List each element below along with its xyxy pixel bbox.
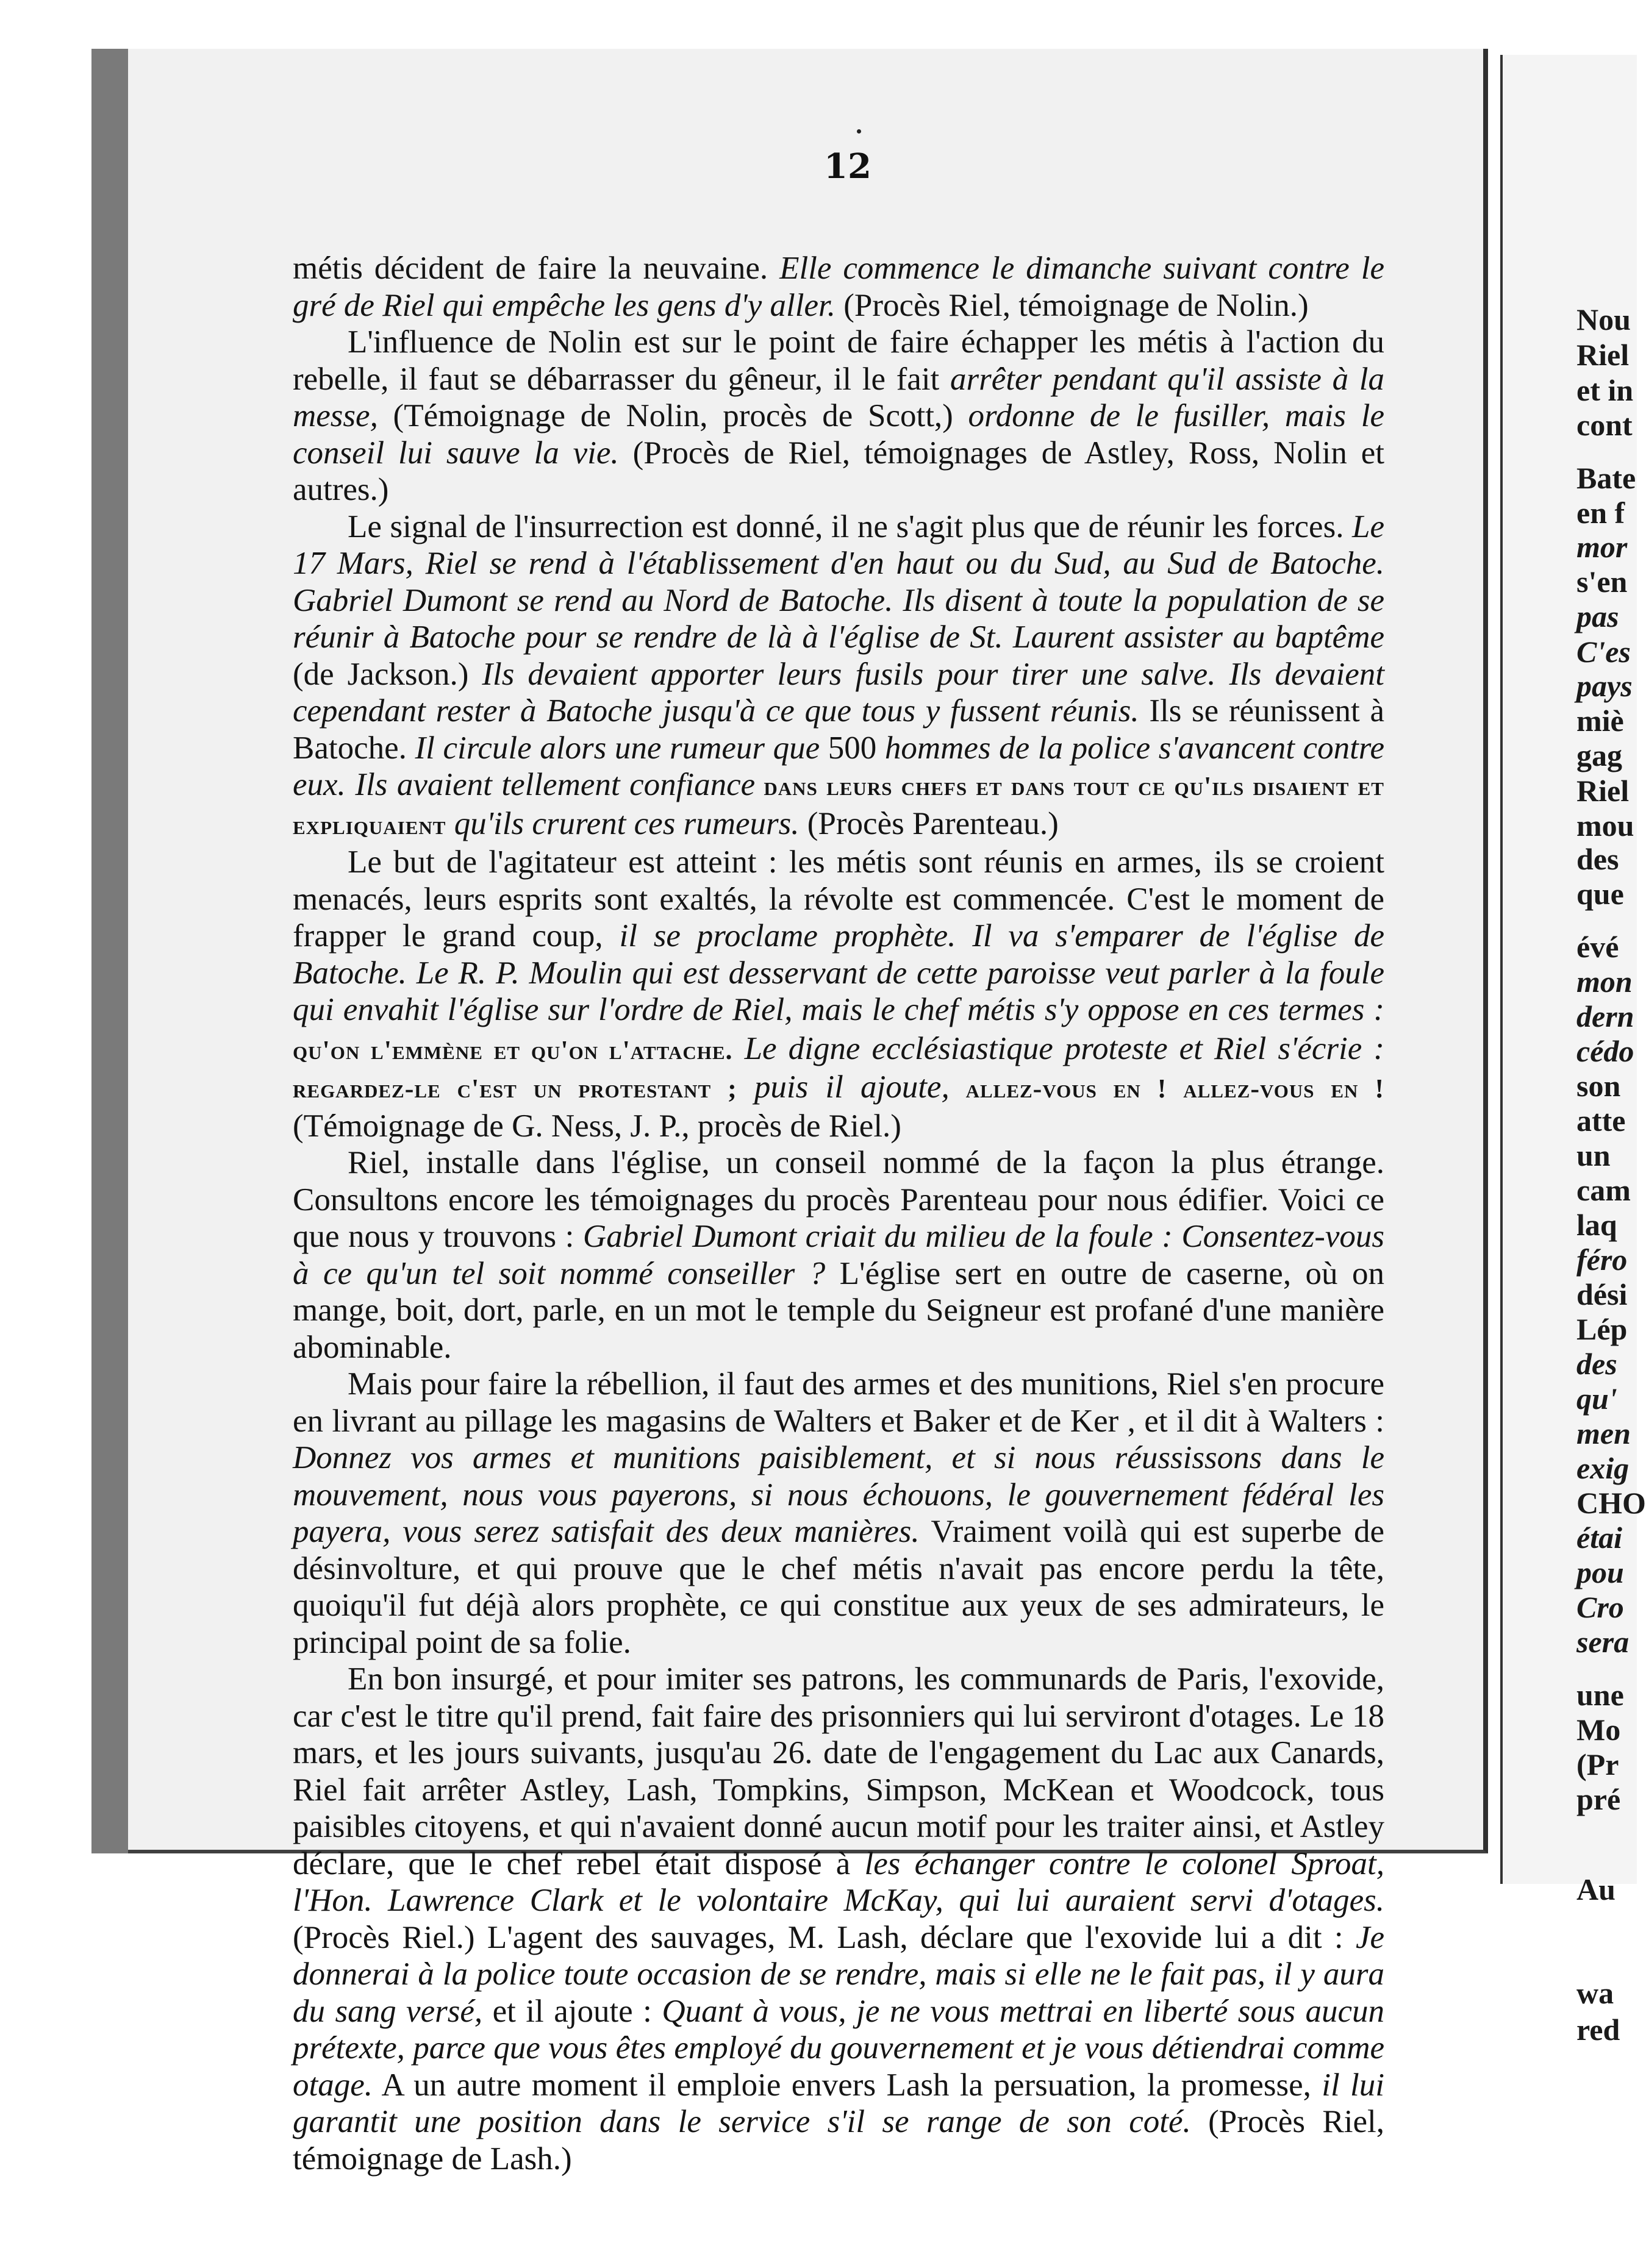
adjacent-page-line: qu': [1576, 1382, 1617, 1416]
adjacent-page-line: red: [1576, 2013, 1620, 2047]
italic-text: hommes de la police s'avancent contre eux. Ils avaient tellement confiance: [293, 730, 1384, 802]
adjacent-page-line: cam: [1576, 1173, 1631, 1207]
adjacent-page-line: s'en: [1576, 565, 1628, 599]
italic-text: Quant à vous, je ne vous mettrai en liberté sous aucun prétexte, parce que vous êtes employé du gouvernement et je vous détiendrai comme otage.: [293, 1993, 1384, 2103]
italic-text: Gabriel Dumont criait du milieu de la foule : Consentez-vous à ce qu'un tel soit nommé conseiller ?: [293, 1219, 1384, 1291]
italic-text: Elle commence le dimanche suivant contre le gré de Riel qui empêche les gens d'y aller.: [293, 251, 1384, 323]
adjacent-page-line: Au: [1576, 1872, 1616, 1906]
italic-text: Le 17 Mars, Riel se rend à l'établissement d'en haut ou du Sud, au Sud de Batoche. Gabriel Dumont se rend au Nord de Batoche. Ils disent à toute la population de se réunir à Batoche pour se rendre de là à l'église de St. Laurent assister au baptême: [293, 508, 1384, 655]
text-run: Riel, installe dans l'église, un conseil nommé de la façon la plus étrange. Consultons encore les témoignages du procès Parenteau pour nous édifier. Voici ce que nous y trouvons :: [293, 1145, 1384, 1254]
text-run: Le signal de l'insurrection est donné, il ne s'agit plus que de réunir les forces.: [348, 508, 1352, 544]
adjacent-page-line: Mo: [1576, 1713, 1621, 1747]
adjacent-page-line: en f: [1576, 496, 1625, 530]
adjacent-page-line: pou: [1576, 1555, 1624, 1589]
adjacent-page-line: des: [1576, 842, 1619, 876]
italic-text: qu'ils crurent ces rumeurs.: [446, 805, 800, 841]
adjacent-page-line: dési: [1576, 1277, 1628, 1311]
text-run: A un autre moment il emploie envers Lash la persuation, la promesse,: [373, 2067, 1322, 2103]
text-run: Vraiment voilà qui est superbe de désinvolture, et qui prouve que le chef métis n'avait pas encore perdu la tête, quoiqu'il fut déjà alors prophète, ce qui constitue aux yeux de ses admirateurs, le principal point de sa folie.: [293, 1514, 1384, 1660]
adjacent-page-line: Riel: [1576, 338, 1630, 372]
italic-text: ordonne de le fusiller, mais le conseil lui sauve la vie.: [293, 398, 1384, 471]
small-caps-text: dans leurs chefs et dans tout ce qu'ils disaient et expliquaient: [293, 771, 1384, 840]
page-number: 12: [824, 146, 871, 187]
italic-text: puis il ajoute,: [737, 1069, 950, 1105]
italic-text: Ils devaient apporter leurs fusils pour tirer une salve. Ils devaient cependant rester à Batoche jusqu'à ce que tous y fussent réunis.: [293, 656, 1384, 729]
text-run: Le but de l'agitateur est atteint : les métis sont réunis en armes, ils se croient menacés, leurs esprits sont exaltés, la révolte est commencée. C'est le moment de frapper le grand coup,: [293, 844, 1384, 954]
scan-speck: [857, 129, 861, 134]
paragraph: [293, 508, 1384, 844]
italic-text: Il circule alors une rumeur que: [415, 730, 820, 766]
text-run: (Témoignage de G. Ness, J. P., procès de Riel.): [293, 1108, 901, 1144]
binding-shadow: [91, 49, 128, 1853]
paragraph: [293, 250, 1384, 324]
adjacent-page-line: exig: [1576, 1451, 1630, 1485]
body-text: [293, 250, 1384, 2177]
adjacent-page-line: féro: [1576, 1243, 1628, 1277]
adjacent-page-line: cédo: [1576, 1034, 1634, 1068]
text-run: (Procès Parenteau.): [799, 805, 1059, 841]
adjacent-page-line: men: [1576, 1416, 1631, 1450]
adjacent-page-line: wa: [1576, 1976, 1614, 2010]
text-run: Ils se réunissent à Batoche.: [293, 693, 1384, 766]
adjacent-page-line: Lép: [1576, 1312, 1628, 1346]
adjacent-page-line: Bate: [1576, 461, 1636, 495]
text-run: métis décident de faire la neuvaine.: [293, 251, 780, 286]
adjacent-page-line: pays: [1576, 669, 1633, 703]
adjacent-page-line: pas: [1576, 599, 1619, 633]
adjacent-page-line: évé: [1576, 930, 1619, 964]
paragraph: [293, 1661, 1384, 2177]
adjacent-page-line: et in: [1576, 373, 1634, 407]
text-run: En bon insurgé, et pour imiter ses patrons, les communards de Paris, l'exovide, car c'est le titre qu'il prend, fait faire des prisonniers qui lui serviront d'otages. Le 18 mars, et les jours suivants, jusqu'au 26. date de l'engagement du Lac aux Canards, Riel fait arrêter Astley, Lash, Tompkins, Simpson, McKean et Woodcock, tous paisibles citoyens, et qui n'avaient donné aucun motif pour les traiter ainsi, et Astley déclare, que le chef rebel était disposé à: [293, 1661, 1384, 1881]
italic-text: il lui garantit une position dans le service s'il se range de son coté.: [293, 2067, 1384, 2139]
text-run: Mais pour faire la rébellion, il faut des armes et des munitions, Riel s'en procure en livrant au pillage les magasins de Walters et Baker et de Ker , et il dit à Walters :: [293, 1366, 1384, 1439]
paragraph: [293, 1366, 1384, 1661]
adjacent-page-line: sera: [1576, 1625, 1630, 1659]
adjacent-page-line: Riel: [1576, 774, 1630, 808]
adjacent-page-line: pré: [1576, 1782, 1621, 1816]
adjacent-page-line: C'es: [1576, 635, 1631, 669]
italic-text: Je donnerai à la police toute occasion de se rendre, mais si elle ne le fait pas, il y aura du sang versé,: [293, 1919, 1384, 2029]
text-run: et il ajoute :: [482, 1993, 662, 2029]
text-run: (Procès Riel, témoignage de Lash.): [293, 2104, 1384, 2177]
italic-text: Donnez vos armes et munitions paisiblement, et si nous réussissons dans le mouvement, nous vous payerons, si nous échouons, le gouvernement fédéral les payera, vous serez satisfait des deux manières.: [293, 1440, 1384, 1549]
adjacent-page-line: atte: [1576, 1104, 1626, 1138]
adjacent-page-line: mon: [1576, 965, 1633, 999]
text-run: 500: [820, 730, 885, 766]
italic-text: les échanger contre le colonel Sproat, l'Hon. Lawrence Clark et le volontaire McKay, qui lui auraient servi d'otages.: [293, 1845, 1384, 1918]
text-run: (Procès de Riel, témoignages de Astley, Ross, Nolin et autres.): [293, 435, 1385, 507]
adjacent-page-line: des: [1576, 1347, 1617, 1381]
adjacent-page-line: son: [1576, 1069, 1621, 1103]
adjacent-page-line: que: [1576, 877, 1624, 911]
text-run: L'église sert en outre de caserne, où on mange, boit, dort, parle, en un mot le temple du Seigneur est profané d'une manière abominable.: [293, 1255, 1384, 1365]
adjacent-page-line: mor: [1576, 530, 1628, 564]
text-run: (Procès Riel, témoignage de Nolin.): [835, 287, 1309, 323]
text-run: (Témoignage de Nolin, procès de Scott,): [378, 398, 968, 433]
italic-text: arrêter pendant qu'il assiste à la messe,: [293, 361, 1384, 433]
paragraph: [293, 324, 1384, 508]
small-caps-text: regardez-le c'est un protestant ;: [293, 1074, 737, 1104]
adjacent-page-line: une: [1576, 1678, 1624, 1712]
adjacent-page-line: cont: [1576, 408, 1633, 442]
adjacent-page-line: CHO: [1576, 1486, 1646, 1520]
adjacent-page-line: Cro: [1576, 1590, 1624, 1624]
small-caps-text: qu'on l'emmène et qu'on l'attache.: [293, 1035, 733, 1065]
text-run: (de Jackson.): [293, 656, 482, 692]
adjacent-page-line: étai: [1576, 1521, 1622, 1555]
adjacent-page-line: gag: [1576, 738, 1622, 772]
adjacent-page-line: Nou: [1576, 302, 1631, 337]
adjacent-page-line: dern: [1576, 999, 1634, 1033]
small-caps-text: allez-vous en ! allez-vous en !: [949, 1074, 1384, 1104]
adjacent-page-line: mou: [1576, 808, 1634, 843]
italic-text: Le digne ecclésiastique proteste et Riel s'écrie :: [732, 1030, 1384, 1066]
adjacent-page-line: laq: [1576, 1208, 1617, 1242]
paragraph: [293, 1144, 1384, 1366]
text-run: (Procès Riel.) L'agent des sauvages, M. Lash, déclare que l'exovide lui a dit :: [293, 1919, 1356, 1955]
paragraph: [293, 844, 1384, 1144]
adjacent-page-line: (Pr: [1576, 1747, 1619, 1781]
italic-text: il se proclame prophète. Il va s'emparer de l'église de Batoche. Le R. P. Moulin qui est desservant de cette paroisse veut parler à la foule qui envahit l'église sur l'ordre de Riel, mais le chef métis s'y oppose en ces termes :: [293, 918, 1384, 1027]
text-run: L'influence de Nolin est sur le point de faire échapper les métis à l'action du rebelle, il faut se débarrasser du gêneur, il le fait: [293, 324, 1384, 397]
adjacent-page-line: miè: [1576, 704, 1624, 738]
adjacent-page-line: un: [1576, 1138, 1611, 1172]
